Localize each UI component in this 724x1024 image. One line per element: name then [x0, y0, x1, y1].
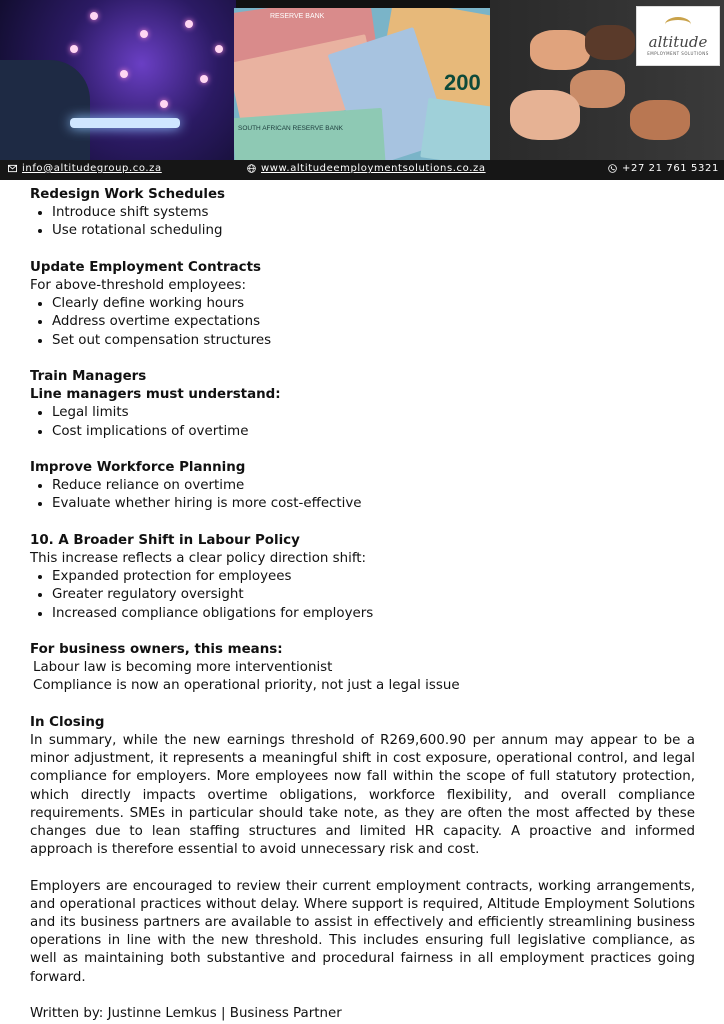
section-intro: This increase reflects a clear policy direction shift:: [30, 551, 367, 566]
phone-icon: [608, 164, 617, 173]
section-intro: For above-threshold employees:: [30, 278, 246, 293]
list-item: • Address overtime expectations: [52, 313, 695, 331]
author-line: Written by: Justinne Lemkus | Business Partner: [30, 1006, 342, 1022]
list-item: • Introduce shift systems: [52, 204, 695, 222]
hand: [630, 100, 690, 140]
email-contact[interactable]: [8, 163, 162, 174]
network-node: [140, 30, 148, 38]
bullet-list: [30, 568, 695, 623]
network-illustration: [0, 0, 236, 160]
list-item: • Expanded protection for employees: [52, 568, 695, 586]
hand: [530, 30, 590, 70]
hand: [510, 90, 580, 140]
email-icon: [8, 164, 17, 173]
list-item: • Cost implications of overtime: [52, 423, 695, 441]
bullet-list: [30, 404, 695, 440]
section-heading: In Closing: [30, 714, 105, 730]
network-node: [90, 12, 98, 20]
bullet-list: [30, 295, 695, 350]
list-item: • Clearly define working hours: [52, 295, 695, 313]
section-heading: Update Employment Contracts: [30, 259, 261, 275]
banknote-label: SOUTH AFRICAN RESERVE BANK: [238, 125, 343, 132]
section-heading: For business owners, this means:: [30, 642, 283, 657]
banknote-label: RESERVE BANK: [270, 13, 325, 20]
network-node: [215, 45, 223, 53]
network-node: [200, 75, 208, 83]
paragraph: In summary, while the new earnings threshold of R269,600.90 per annum may appear to be a minor adjustment, it represents a meaningful shift in cost exposure, operational control, and legal compliance for employers. More employees now fall within the scope of full statutory protection, which directly impacts overtime obligations, workforce flexibility, and overall compliance requirements. SMEs in particular should take note, as they are often the most affected by these changes due to lean staffing structures and limited HR capacity. A proactive and informed approach is therefore essential to avoid unnecessary risk and cost.: [30, 733, 695, 858]
list-item: • Greater regulatory oversight: [52, 586, 695, 604]
phone-number[interactable]: +27 21 761 5321: [622, 163, 719, 174]
header-banner: [0, 0, 724, 180]
text-line: Labour law is becoming more interventionist: [33, 660, 333, 676]
phone-contact[interactable]: [608, 163, 719, 174]
section-heading: Redesign Work Schedules: [30, 187, 226, 202]
list-item: • Evaluate whether hiring is more cost-effective: [52, 495, 695, 513]
logo-subtext: EMPLOYMENT SOLUTIONS: [647, 51, 709, 56]
hand-illustration: [0, 60, 90, 160]
section-heading: Train Managers: [30, 369, 147, 384]
article-content: [30, 186, 695, 1023]
list-item: • Reduce reliance on overtime: [52, 477, 695, 495]
list-item: • Use rotational scheduling: [52, 222, 695, 240]
website-contact[interactable]: [247, 163, 486, 174]
contact-bar: [0, 160, 724, 180]
logo-text: altitude: [648, 33, 708, 51]
bullet-list: [30, 477, 695, 513]
paragraph: Employers are encouraged to review their current employment contracts, working arrangements, and operational practices without delay. Where support is required, Altitude Employment Solutions and its business partners are available to assist in effectively and efficiently streamlining business operations in line with the new threshold. This includes ensuring full legislative compliance, as well as maintaining both substantive and procedural fairness in all employment practices going forward.: [30, 878, 695, 985]
network-node: [120, 70, 128, 78]
website-link[interactable]: www.altitudeemploymentsolutions.co.za: [261, 163, 486, 174]
tablet-illustration: [70, 118, 180, 128]
logo-mark: [665, 17, 691, 32]
text-line: Compliance is now an operational priority, not just a legal issue: [33, 678, 460, 694]
banknotes-image: [234, 8, 490, 160]
section-subheading: Line managers must understand:: [30, 387, 281, 403]
list-item: • Increased compliance obligations for employers: [52, 605, 695, 623]
globe-icon: [247, 164, 256, 173]
list-item: • Set out compensation structures: [52, 332, 695, 350]
banknote-labels: [234, 8, 490, 160]
banknote-denomination: 200: [444, 70, 481, 95]
section-heading: 10. A Broader Shift in Labour Policy: [30, 532, 300, 548]
section-heading: Improve Workforce Planning: [30, 460, 246, 475]
email-link[interactable]: info@altitudegroup.co.za: [22, 163, 162, 174]
company-logo: [636, 6, 720, 66]
network-node: [160, 100, 168, 108]
list-item: • Legal limits: [52, 404, 695, 422]
hand: [585, 25, 635, 60]
bullet-list: [30, 204, 695, 240]
network-node: [70, 45, 78, 53]
network-node: [185, 20, 193, 28]
